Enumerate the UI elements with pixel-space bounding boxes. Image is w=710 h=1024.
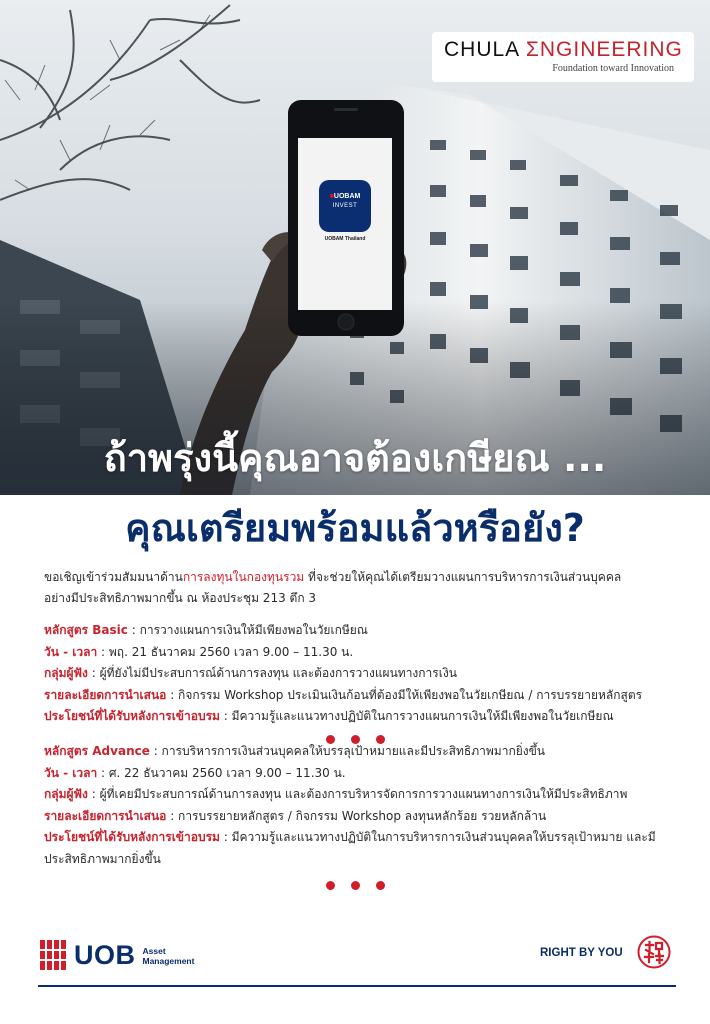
advance-target-label: กลุ่มผู้ฟัง xyxy=(44,787,88,801)
uob-asset-management-logo xyxy=(40,938,194,972)
advance-course-section xyxy=(44,741,684,870)
basic-course-label: หลักสูตร Basic xyxy=(44,623,128,637)
basic-course-section xyxy=(44,620,684,728)
advance-time-value: : ศ. 22 ธันวาคม 2560 เวลา 9.00 – 11.30 น. xyxy=(97,765,346,780)
uob-wordmark: UOB xyxy=(74,939,136,970)
advance-time-label: วัน - เวลา xyxy=(44,765,98,780)
red-seal-icon xyxy=(637,935,671,969)
advance-time-row xyxy=(44,763,684,785)
uob-sub-line-2: Management xyxy=(142,956,195,966)
app-brand-label: UOBAM xyxy=(333,193,361,200)
hero-headline: ถ้าพรุ่งนี้คุณอาจต้องเกษียณ ... xyxy=(103,436,607,480)
basic-benefit-label: ประโยชน์ที่ได้รับหลังการเข้าอบรม xyxy=(44,709,220,723)
basic-time-label: วัน - เวลา xyxy=(44,644,98,659)
footer-divider xyxy=(38,985,676,987)
intro-highlight: การลงทุนในกองทุนรวม xyxy=(182,570,305,584)
advance-benefit-value: : มีความรู้และแนวทางปฏิบัติในการบริหารการเงินส่วนบุคคลให้บรรลุเป้าหมาย และมีประสิทธิภาพมากยิ่งขึ้น xyxy=(44,830,656,866)
uob-sub-line-1: Asset xyxy=(142,946,166,956)
basic-target-label: กลุ่มผู้ฟัง xyxy=(44,666,88,680)
logo-brand-right: ΣNGINEERING xyxy=(525,38,683,61)
uob-mark-icon xyxy=(40,940,68,970)
basic-time-value: : พฤ. 21 ธันวาคม 2560 เวลา 9.00 – 11.30 น. xyxy=(97,644,354,659)
slogan: RIGHT BY YOU xyxy=(540,947,623,959)
advance-course-value: : การบริหารการเงินส่วนบุคคลให้บรรลุเป้าหมายและมีประสิทธิภาพมากยิ่งขึ้น xyxy=(149,744,546,758)
phone-screen xyxy=(298,138,392,310)
basic-target-row xyxy=(44,663,684,685)
advance-detail-label: รายละเอียดการนำเสนอ xyxy=(44,808,167,823)
logo-tagline: Foundation toward Innovation xyxy=(552,63,674,74)
advance-course-row xyxy=(44,741,684,763)
intro-text-2: ที่จะช่วยให้คุณได้เตรียมวางแผนการบริหารการเงินส่วนบุคคล xyxy=(304,570,622,584)
logo-brand-left: CHULA xyxy=(444,38,520,61)
intro-paragraph xyxy=(44,567,674,609)
basic-benefit-row xyxy=(44,706,684,728)
chula-engineering-logo xyxy=(432,32,694,82)
advance-benefit-label: ประโยชน์ที่ได้รับหลังการเข้าอบรม xyxy=(44,830,220,844)
separator-dots xyxy=(0,875,710,894)
basic-detail-row xyxy=(44,685,684,707)
advance-target-row xyxy=(44,784,684,806)
basic-detail-value: : กิจกรรม Workshop ประเมินเงินก้อนที่ต้องมีให้เพียงพอในวัยเกษียณ / การบรรยายหลักสูตร xyxy=(166,687,643,702)
app-sub-label: INVEST xyxy=(332,203,358,209)
basic-course-row xyxy=(44,620,684,642)
basic-target-value: : ผู้ที่ยังไม่มีประสบการณ์ด้านการลงทุน และต้องการวางแผนทางการเงิน xyxy=(87,666,457,680)
advance-benefit-row xyxy=(44,827,684,870)
intro-text-1: ขอเชิญเข้าร่วมสัมมนาด้าน xyxy=(44,570,183,584)
basic-detail-label: รายละเอียดการนำเสนอ xyxy=(44,687,167,702)
sub-headline: คุณเตรียมพร้อมแล้วหรือยัง? xyxy=(125,506,585,550)
uobam-invest-app-icon: ■UOBAM INVEST xyxy=(319,180,371,232)
basic-course-value: : การวางแผนการเงินให้มีเพียงพอในวัยเกษียณ xyxy=(127,623,368,637)
advance-detail-row xyxy=(44,806,684,828)
intro-line-2: อย่างมีประสิทธิภาพมากขึ้น ณ ห้องประชุม 213 ตึก 3 xyxy=(44,591,317,605)
basic-time-row xyxy=(44,642,684,664)
advance-detail-value: : การบรรยายหลักสูตร / กิจกรรม Workshop ลงทุนหลักร้อย รวยหลักล้าน xyxy=(166,808,547,823)
app-caption: UOBAM Thailand xyxy=(324,236,366,242)
advance-course-label: หลักสูตร Advance xyxy=(44,744,150,758)
basic-benefit-value: : มีความรู้และแนวทางปฏิบัติในการวางแผนการเงินให้มีเพียงพอในวัยเกษียณ xyxy=(219,709,614,723)
hero-photo xyxy=(0,0,710,495)
advance-target-value: : ผู้ที่เคยมีประสบการณ์ด้านการลงทุน และต้องการบริหารจัดการการวางแผนทางการเงินให้มีประสิทธิภาพ xyxy=(87,787,628,801)
